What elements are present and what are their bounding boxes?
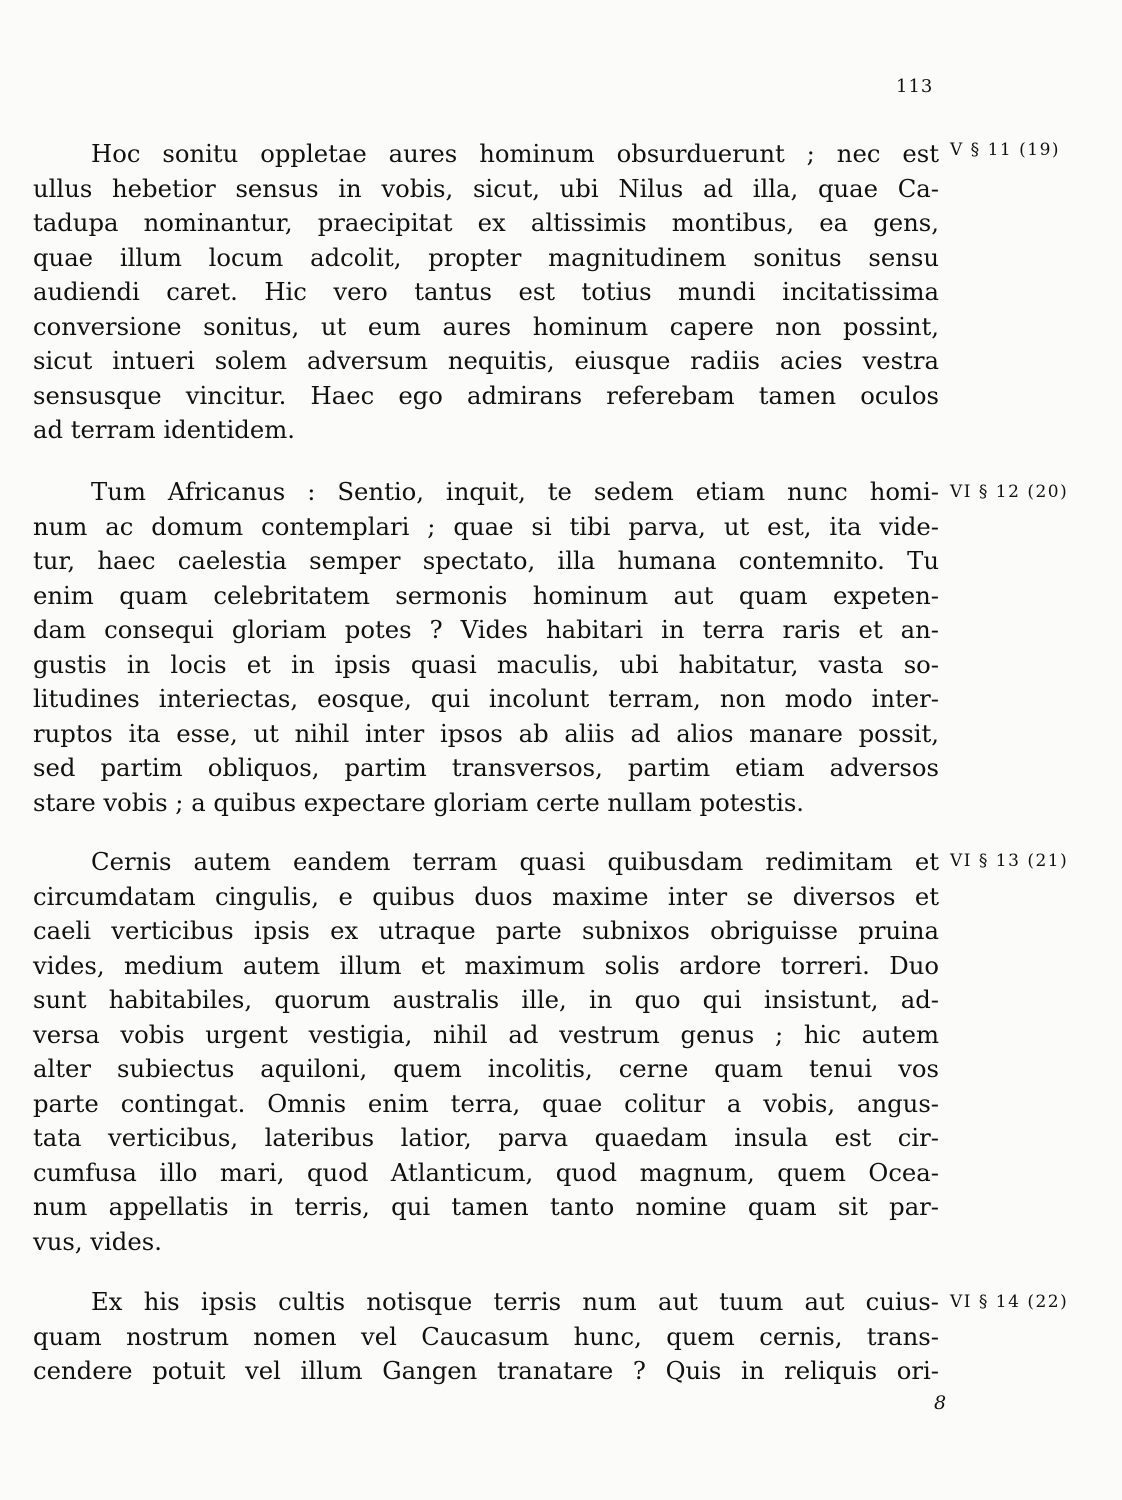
text-line: tata verticibus, lateribus latior, parva quaedam insula est cir- (33, 1123, 939, 1152)
text-line: vides, medium autem illum et maximum solis ardore torreri. Duo (33, 950, 939, 980)
paragraph (33, 475, 939, 820)
text-line: ullus hebetior sensus in vobis, sicut, ubi Nilus ad illa, quae Ca- (33, 173, 939, 203)
text-line: quam nostrum nomen vel Caucasum hunc, quem cernis, trans- (33, 1321, 939, 1351)
text-line: ad terram identidem. (33, 415, 295, 444)
text-line: cendere potuit vel illum Gangen tranatare ? Quis in reliquis ori- (33, 1356, 939, 1385)
text-line: vus, vides. (33, 1226, 162, 1256)
text-line: Ex his ipsis cultis notisque terris num aut tuum aut cuius- (91, 1287, 939, 1316)
text-line: stare vobis ; a quibus expectare gloriam certe nullam potestis. (33, 787, 805, 817)
text-line: Tum Africanus : Sentio, inquit, te sedem etiam nunc homi- (91, 477, 939, 506)
text-line: num appellatis in terris, qui tamen tanto nomine quam sit par- (33, 1192, 939, 1221)
text-line: tur, haec caelestia semper spectato, illa humana contemnito. Tu (33, 546, 939, 575)
text-line: sed partim obliquos, partim transversos, partim etiam adversos (33, 753, 939, 782)
text-line: cumfusa illo mari, quod Atlanticum, quod magnum, quem Ocea- (33, 1157, 939, 1187)
text-line: versa vobis urgent vestigia, nihil ad vestrum genus ; hic autem (33, 1019, 939, 1049)
paragraph (33, 1285, 939, 1389)
text-line: sunt habitabiles, quorum australis ille, in quo qui insistunt, ad- (33, 985, 939, 1014)
text-line: ruptos ita esse, ut nihil inter ipsos ab aliis ad alios manare possit, (33, 718, 939, 748)
text-line: dam consequi gloriam potes ? Vides habitari in terra raris et an- (33, 615, 939, 644)
text-line: Cernis autem eandem terram quasi quibusdam redimitam et (91, 847, 939, 876)
text-line: alter subiectus aquiloni, quem incolitis, cerne quam tenui vos (33, 1054, 939, 1083)
text-line: sensusque vincitur. Haec ego admirans referebam tamen oculos (33, 380, 939, 410)
text-line: sicut intueri solem adversum nequitis, eiusque radiis acies vestra (33, 346, 939, 375)
text-line: enim quam celebritatem sermonis hominum aut quam expeten- (33, 580, 939, 610)
text-line: litudines interiectas, eosque, qui incolunt terram, non modo inter- (33, 684, 939, 713)
paragraph (33, 845, 939, 1259)
text-line: quae illum locum adcolit, propter magnitudinem sonitus sensu (33, 242, 939, 272)
signature-mark: 8 (934, 1392, 947, 1414)
text-line: gustis in locis et in ipsis quasi maculis, ubi habitatur, vasta so- (33, 649, 939, 679)
text-line: parte contingat. Omnis enim terra, quae colitur a vobis, angus- (33, 1088, 939, 1118)
text-line: circumdatam cingulis, e quibus duos maxime inter se diversos et (33, 881, 939, 911)
margin-reference: VI § 12 (20) (950, 482, 1069, 502)
text-line: num ac domum contemplari ; quae si tibi parva, ut est, ita vide- (33, 511, 939, 541)
text-line: caeli verticibus ipsis ex utraque parte subnixos obriguisse pruina (33, 916, 939, 945)
text-line: Hoc sonitu oppletae aures hominum obsurduerunt ; nec est (91, 139, 939, 168)
text-line: conversione sonitus, ut eum aures hominum capere non possint, (33, 311, 939, 341)
text-line: audiendi caret. Hic vero tantus est totius mundi incitatissima (33, 277, 939, 306)
margin-reference: VI § 14 (22) (950, 1292, 1069, 1312)
margin-reference: V § 11 (19) (950, 140, 1061, 160)
paragraph (33, 137, 939, 448)
page-number: 113 (896, 76, 934, 97)
text-line: tadupa nominantur, praecipitat ex altissimis montibus, ea gens, (33, 208, 939, 237)
margin-reference: VI § 13 (21) (950, 851, 1069, 871)
